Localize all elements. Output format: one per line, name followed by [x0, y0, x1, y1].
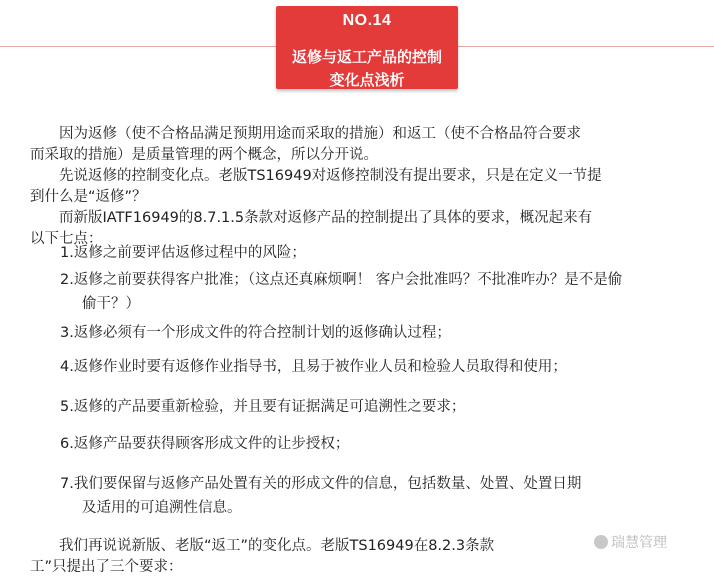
paragraph-2-line-2: 到什么是“返修”？	[30, 189, 147, 205]
list-item-text: 6.返修产品要获得顾客形成文件的让步授权；	[60, 436, 350, 452]
list-item	[60, 472, 700, 520]
closing-line-1: 我们再说说新版、老版“返工”的变化点。老版TS16949在8.2.3条款	[30, 538, 495, 554]
watermark-text: 瑞慧管理	[611, 535, 667, 551]
list-item-text: 4.返修作业时要有返修作业指导书，且易于被作业人员和检验人员取得和使用；	[60, 359, 567, 375]
list-item-text: 5.返修的产品要重新检验，并且要有证据满足可追溯性之要求；	[60, 399, 466, 415]
list-item-text-continued: 及适用的可追溯性信息。	[82, 500, 242, 516]
paragraph-3-line-1: 而新版IATF16949的8.7.1.5条款对返修产品的控制提出了具体的要求，概况起来有	[30, 210, 593, 226]
list-item-text: 2.返修之前要获得客户批准；（这点还真麻烦啊！ 客户会批准吗？不批准咋办？是不是偷	[60, 272, 623, 288]
list-item	[60, 395, 700, 419]
list-item	[60, 432, 700, 456]
banner-title-line2: 变化点浅析	[329, 71, 405, 89]
banner-number: NO.14	[342, 12, 392, 29]
paragraph-1	[30, 124, 702, 166]
watermark-logo-icon	[594, 535, 608, 549]
list-item	[60, 355, 700, 379]
list-item-text-continued: 偷干？）	[82, 296, 140, 312]
paragraph-2	[30, 166, 702, 208]
list-item-text: 1.返修之前要评估返修过程中的风险；	[60, 245, 306, 261]
list-item-text: 3.返修必须有一个形成文件的符合控制计划的返修确认过程；	[60, 325, 451, 341]
list-item	[60, 268, 700, 316]
paragraph-3-line-2: 以下七点：	[30, 231, 103, 247]
list-item-text: 7.我们要保留与返修产品处置有关的形成文件的信息，包括数量、处置、处置日期	[60, 476, 582, 492]
paragraph-1-line-1: 因为返修（使不合格品满足预期用途而采取的措施）和返工（使不合格品符合要求	[30, 126, 581, 142]
paragraph-2-line-1: 先说返修的控制变化点。老版TS16949对返修控制没有提出要求，只是在定义一节提	[30, 168, 602, 184]
title-banner	[276, 6, 458, 89]
list-item	[60, 241, 700, 265]
banner-title-line1: 返修与返工产品的控制	[291, 48, 442, 66]
closing-line-2: 工”只提出了三个要求：	[30, 559, 183, 575]
paragraph-1-line-2: 而采取的措施）是质量管理的两个概念，所以分开说。	[30, 147, 378, 163]
list-item	[60, 321, 700, 345]
watermark	[594, 532, 667, 552]
